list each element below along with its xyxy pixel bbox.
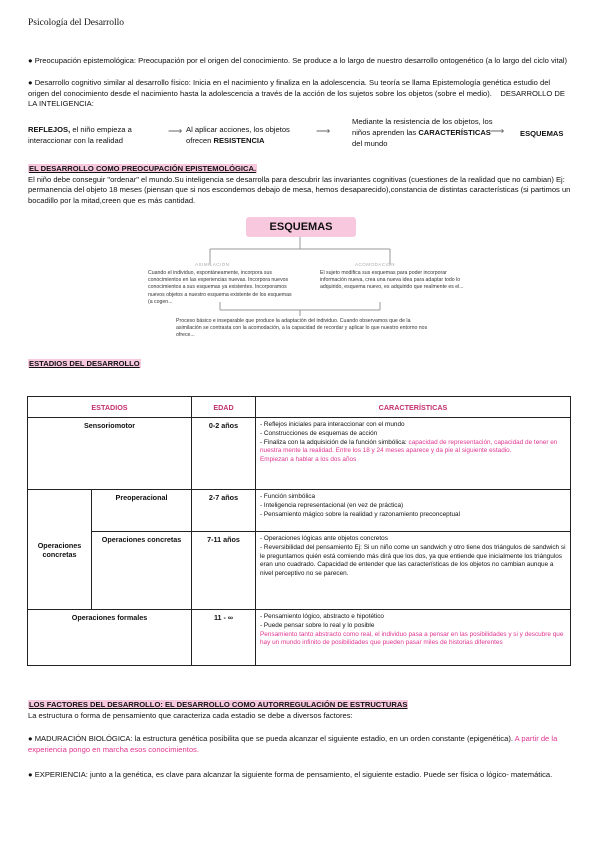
factor-experiencia: ● EXPERIENCIA: junto a la genética, es clave para alcanzar la siguiente forma de pensamiento, el siguiente estadio. Puede ser física o lógico- matemática. (28, 770, 553, 779)
age-sensoriomotor: 0-2 años (192, 418, 256, 490)
bullet-1-label: Preocupación epistemológica: (34, 56, 137, 65)
section-1-title: EL DESARROLLO COMO PREOCUPACIÓN EPISTEMOLÓGICA. (29, 164, 257, 173)
flow-arrow-1: ⟶ (168, 126, 183, 137)
stage-operaciones-concretas-group: Operaciones concretas (28, 490, 92, 610)
traits-operaciones-concretas: - Operaciones lógicas ante objetos concretos - Reversibilidad del pensamiento Ej: Si un niño come un sandwich y otro tiene dos triángulos de sandwich si le preguntamos quién está comiendo más dirá que los dos, ya que entiende que inicialmente los triángulos eran uno cuadrado. Capacidad de entender que las características de los objetos no cambian aunque a nivel perceptivo no se parecen. (256, 532, 571, 610)
header-estadios: ESTADIOS (28, 397, 192, 418)
section-2-title: ESTADIOS DEL DESARROLLO (29, 359, 140, 368)
bullet-2-text: Inicia en el nacimiento y finaliza en la adolescencia. Su teoría se llama Epistemología genética estudio del origen del conocimiento desde el nacimiento hasta la adolescencia a través de la acción de los sujetos sobre los objetos (sobre el medio). (28, 78, 551, 98)
section-1-text: El niño debe conseguir "ordenar" el mundo.Su inteligencia se desarrolla para descubrir las invariantes cognitivas (cuestiones de la realidad que no cambian) Ej: permanencia del objeto 18 meses (piensan que si nos escondemos debajo de mesa, hemos desaparecido),constancia de distintas características (si partimos un bocadillo por la mitad,creen que es más cantidad. (28, 174, 571, 205)
table-header-row (28, 397, 571, 418)
stage-preoperacional: Preoperacional (92, 490, 192, 532)
diagram-merge-connectors (200, 302, 400, 318)
table-row (28, 532, 571, 610)
asimilacion-text: Cuando el individuo, espontáneamente, incorpora sus conocimientos en las experiencias nuevas. Incorpora nuevos conocimientos a sus esquemas ya existentes. Incorporamos nuevos objetos a nuestro esquema existente de los esquemas (a cogen... (148, 270, 292, 305)
document-header: Psicología del Desarrollo (28, 18, 125, 28)
table-row (28, 610, 571, 666)
stage-operaciones-formales: Operaciones formales (28, 610, 192, 666)
section-estadios (28, 359, 141, 370)
intro-bullet-2: ● Desarrollo cognitivo similar al desarrollo físico: Inicia en el nacimiento y finaliza en la adolescencia. Su teoría se llama Epistemología genética estudio del origen del conocimiento desde el nacimiento hasta la adolescencia a través de la acción de los sujetos sobre los objetos (sobre el medio). DESARROLLO DE LA INTELIGENCIA: (28, 78, 565, 109)
flow-arrow-2: ⟶ (316, 126, 331, 137)
stage-sensoriomotor: Sensoriomotor (28, 418, 192, 490)
intro-bullet-1: ● Preocupación epistemológica: Preocupación por el origen del conocimiento. Se produce a lo largo de nuestro desarrollo ontogenético (a lo largo del ciclo vital) (28, 56, 568, 65)
factor-maduracion: ● MADURACIÓN BIOLÓGICA: la estructura genética posibilita que se pueda alcanzar el siguiente estadio, en un orden constante (epigenética). A partir de la experiencia pongo en marcha esos conocimientos. (28, 734, 558, 754)
flow-step-reflejos: REFLEJOS, el niño empieza a interaccionar con la realidad (28, 125, 132, 145)
traits-operaciones-formales: - Pensamiento lógico, abstracto e hipotético - Puede pensar sobre lo real y lo posible Pensamiento tanto abstracto como real, el individuo pasa a pensar en las posibilidades y si y descubre que hay un mundo infinito de posibilidades que pueden pasar miles de historias diferentes (256, 610, 571, 666)
diagram-connectors (140, 237, 460, 267)
header-caracteristicas: CARACTERÍSTICAS (256, 397, 571, 418)
flow-arrow-3: ⟶ (490, 126, 505, 137)
bullet-2-tail: DESARROLLO DE LA INTELIGENCIA: (28, 88, 565, 109)
traits-preoperacional: - Función simbólica - Inteligencia representacional (en vez de práctica) - Pensamiento mágico sobre la realidad y razonamiento preconceptual (256, 490, 571, 532)
adaptacion-text: Proceso básico e inseparable que produce la adaptación del individuo. Cuando observamos que de la asimilación se contrasta con la acomodación, a la capacidad de recordar y aplicar lo que nuestro entorno nos ofrece... (176, 318, 428, 339)
flow-step-esquemas: ESQUEMAS (520, 129, 564, 138)
table-row (28, 418, 571, 490)
asimilacion-label: ASIMILACIÓN (195, 262, 230, 267)
traits-sensoriomotor: - Reflejos iniciales para interaccionar con el mundo - Construcciones de esquemas de acción - Finaliza con la adquisición de la función simbólica: capacidad de representación, capacidad de tener en nuestra mente la realidad. Entre los 18 y 24 meses aparece y da pie al siguiente estadio. Empiezan a hablar a los dos años (256, 418, 571, 490)
flow-step-resistencia: Al aplicar acciones, los objetos ofrecen RESISTENCIA (186, 125, 290, 145)
bullet-1-text: Preocupación por el origen del conocimiento. Se produce a lo largo de nuestro desarrollo ontogenético (a lo largo del ciclo vital) (138, 56, 568, 65)
stages-table (27, 396, 571, 666)
flow-step-caracteristicas: Mediante la resistencia de los objetos, los niños aprenden las CARACTERÍSTICAS del mundo (352, 117, 493, 148)
acomodacion-text: El sujeto modifica sus esquemas para poder incorporar información nueva, crea una nueva idea para adaptar todo lo adquirido, esquema nuevo, es adquirido que realmente es el... (320, 270, 464, 291)
intelligence-flow (28, 118, 568, 158)
section-epistemologica (28, 164, 573, 206)
age-operaciones-formales: 11 - ∞ (192, 610, 256, 666)
acomodacion-label: ACOMODACIÓN (355, 262, 396, 267)
stage-operaciones-concretas: Operaciones concretas (92, 532, 192, 610)
table-row (28, 490, 571, 532)
esquemas-title: ESQUEMAS (246, 217, 356, 237)
bullet-2-label: Desarrollo cognitivo similar al desarrollo físico: (34, 78, 191, 87)
age-operaciones-concretas: 7-11 años (192, 532, 256, 610)
section-3-title: LOS FACTORES DEL DESARROLLO: EL DESARROLLO COMO AUTORREGULACIÓN DE ESTRUCTURAS (29, 700, 408, 709)
age-preoperacional: 2-7 años (192, 490, 256, 532)
header-edad: EDAD (192, 397, 256, 418)
section-factores (28, 700, 573, 721)
section-3-intro: La estructura o forma de pensamiento que caracteriza cada estadio se debe a diversos factores: (28, 710, 353, 720)
